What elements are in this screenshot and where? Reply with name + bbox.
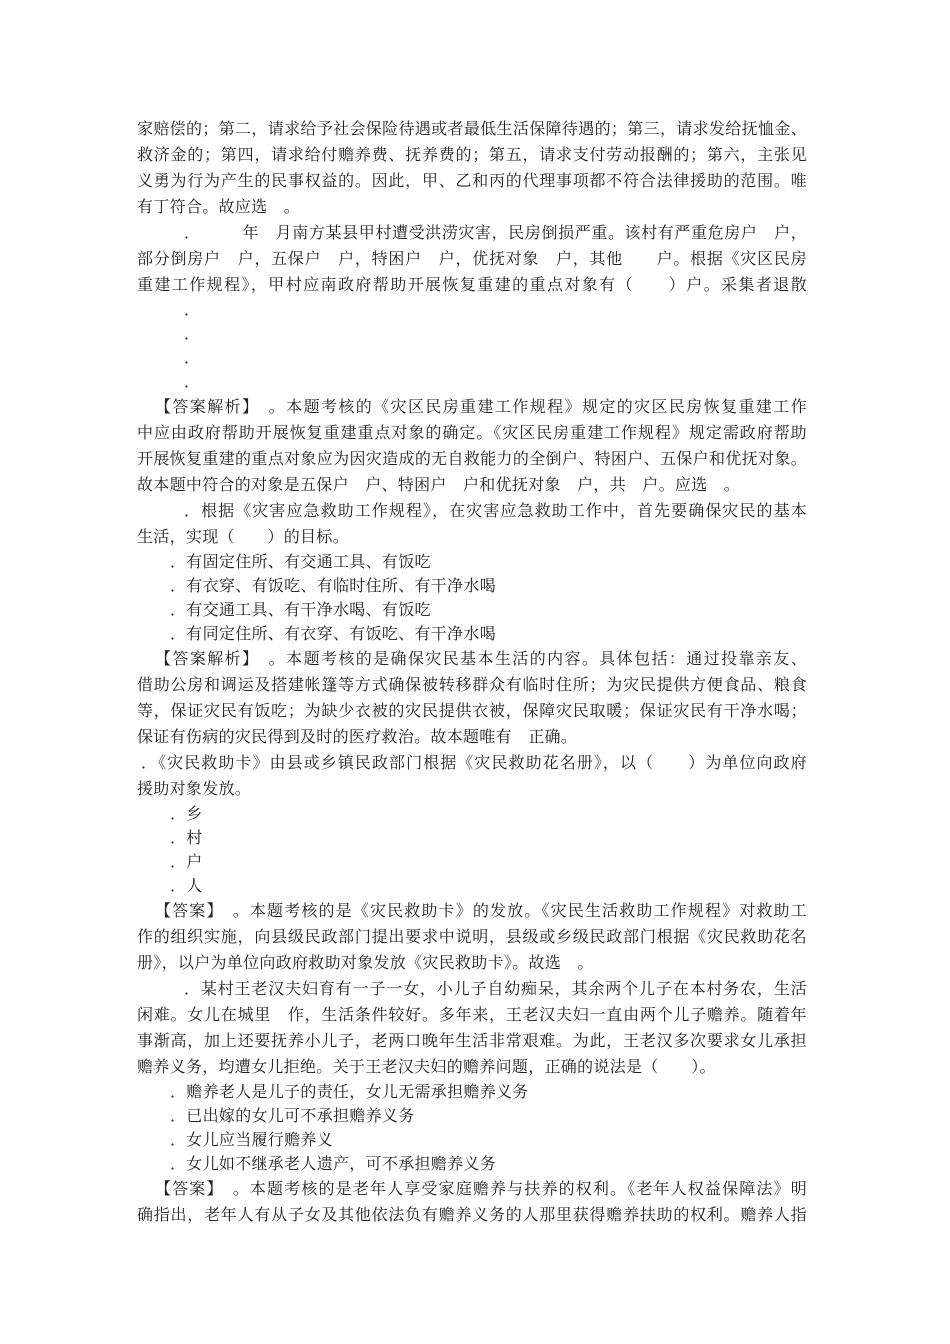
answer-explanation-line: 中应由政府帮助开展恢复重建重点对象的确定。《灾区民房重建工作规程》规定需政府帮助 <box>137 425 807 442</box>
question-line: ．某村王老汉夫妇育有一子一女，小儿子自幼痴呆，其余两个儿子在本村务农，生活 <box>184 981 807 998</box>
option-line: ．有固定住所、有交通工具、有饭吃 <box>170 554 431 571</box>
answer-line: 确指出，老年人有从子女及其他依法负有赡养义务的人那里获得赡养扶助的权利。赡养人指 <box>137 1207 807 1224</box>
answer-explanation-line: 【答案解析】 。本题考核的是确保灾民基本生活的内容。具体包括：通过投靠亲友、 <box>155 651 807 668</box>
answer-explanation-block <box>137 395 807 499</box>
option-line: ． <box>184 302 201 319</box>
options-block <box>137 1081 807 1177</box>
question-line: 闲难。女儿在城里 作，生活条件较好。多年来，王老汉夫妇一直由两个儿子赡养。随着年 <box>137 1007 807 1024</box>
answer-explanation-line: 故本题中符合的对象是五保户 户、特困户 户和优抚对象 户，共 户。应选 。 <box>137 477 741 494</box>
question-line: 事渐高，加上还要抚养小儿子，老两口晚年生活非常艰难。为此，王老汉多次要求女儿承担 <box>137 1033 807 1050</box>
option-line: ．有交通工具、有干净水喝、有饭吃 <box>170 602 431 619</box>
options-block <box>137 551 807 647</box>
option-line: ．已出嫁的女儿可不承担赡养义务 <box>170 1108 415 1125</box>
answer-explanation-line: 家赔偿的；第二，请求给予社会保险待遇或者最低生活保障待遇的；第三，请求发给抚恤金、 <box>137 121 807 138</box>
question-line: ．《灾民救助卡》由县或乡镇民政部门根据《灾民救助花名册》，以（ ）为单位向政府 <box>141 755 807 772</box>
option-line: ．有衣穿、有饭吃、有临时住所、有干净水喝 <box>170 578 497 595</box>
question-line: ． 年 月南方某县甲村遭受洪涝灾害，民房倒损严重。该村有严重危房户 户， <box>184 225 807 242</box>
answer-explanation-line: 开展恢复重建的重点对象应为因灾造成的无自救能力的全倒户、特困户、五保户和优抚对象。 <box>137 451 807 468</box>
answer-line: 【答案】 。本题考核的是《灾民救助卡》的发放。《灾民生活救助工作规程》对救助工 <box>155 903 807 920</box>
answer-line: 【答案】 。本题考核的是老年人享受家庭赡养与扶养的权利。《老年人权益保障法》明 <box>155 1181 807 1198</box>
options-block <box>137 299 807 395</box>
answer-explanation-line: 等，保证灾民有饭吃；为缺少衣被的灾民提供衣被，保障灾民取暖；保证灾民有干净水喝； <box>137 703 807 720</box>
question-line: 重建工作规程》，甲村应南政府帮助开展恢复重建的重点对象有（ ）户。采集者退散 <box>137 277 807 294</box>
option-line: ．赡养老人是儿子的责任，女儿无需承担赡养义务 <box>170 1084 529 1101</box>
question-line: 援助对象发放。 <box>137 781 252 798</box>
option-line: ．乡 <box>170 806 203 823</box>
option-line: ．村 <box>170 830 203 847</box>
answer-explanation-line: 救济金的；第四，请求给付赡养费、抚养费的；第五，请求支付劳动报酬的；第六，主张见 <box>137 147 807 164</box>
option-line: ． <box>184 374 201 391</box>
option-line: ．女儿如不继承老人遗产，可不承担赡养义务 <box>170 1156 497 1173</box>
question-line: ．根据《灾害应急救助工作规程》，在灾害应急救助工作中，首先要确保灾民的基本 <box>184 503 807 520</box>
answer-explanation-line: 【答案解析】 。本题考核的《灾区民房重建工作规程》规定的灾区民房恢复重建工作 <box>155 399 807 416</box>
answer-explanation-line: 有丁符合。故应选 。 <box>137 199 301 216</box>
option-line: ．人 <box>170 878 203 895</box>
answer-explanation-block <box>137 647 807 751</box>
answer-block <box>137 1177 807 1229</box>
question-line: 生活，实现（ ）的目标。 <box>137 529 349 546</box>
answer-explanation-line: 借助公房和调运及搭建帐篷等方式确保被转移群众有临时住所；为灾民提供方便食品、粮食 <box>137 677 807 694</box>
question-line: 部分倒房户 户，五保户 户，特困户 户，优抚对象 户，其他 户。根据《灾区民房 <box>137 251 807 268</box>
option-line: ．女儿应当履行赡养义 <box>170 1132 334 1149</box>
option-line: ． <box>184 350 201 367</box>
option-line: ． <box>184 326 201 343</box>
question-block <box>137 221 807 299</box>
option-line: ．户 <box>170 854 203 871</box>
answer-explanation-block <box>137 117 807 221</box>
answer-line: 作的组织实施，向县级民政部门提出要求中说明，县级或乡级民政部门根据《灾民救助花名 <box>137 929 807 946</box>
question-block <box>137 499 807 551</box>
options-block <box>137 803 807 899</box>
answer-line: 册》，以户为单位向政府救助对象发放《灾民救助卡》。故选 。 <box>137 955 594 972</box>
question-line: 赡养义务，均遭女儿拒绝。关于王老汉夫妇的赡养问题，正确的说法是（ ）。 <box>137 1059 716 1076</box>
answer-explanation-line: 保证有伤病的灾民得到及时的医疗救治。故本题唯有 正确。 <box>137 729 578 746</box>
answer-block <box>137 899 807 977</box>
question-block <box>137 977 807 1081</box>
question-block <box>137 751 807 803</box>
option-line: ．有同定住所、有衣穿、有饭吃、有干净水喝 <box>170 626 497 643</box>
answer-explanation-line: 义勇为行为产生的民事权益的。因此，甲、乙和丙的代理事项都不符合法律援助的范围。唯 <box>137 173 807 190</box>
